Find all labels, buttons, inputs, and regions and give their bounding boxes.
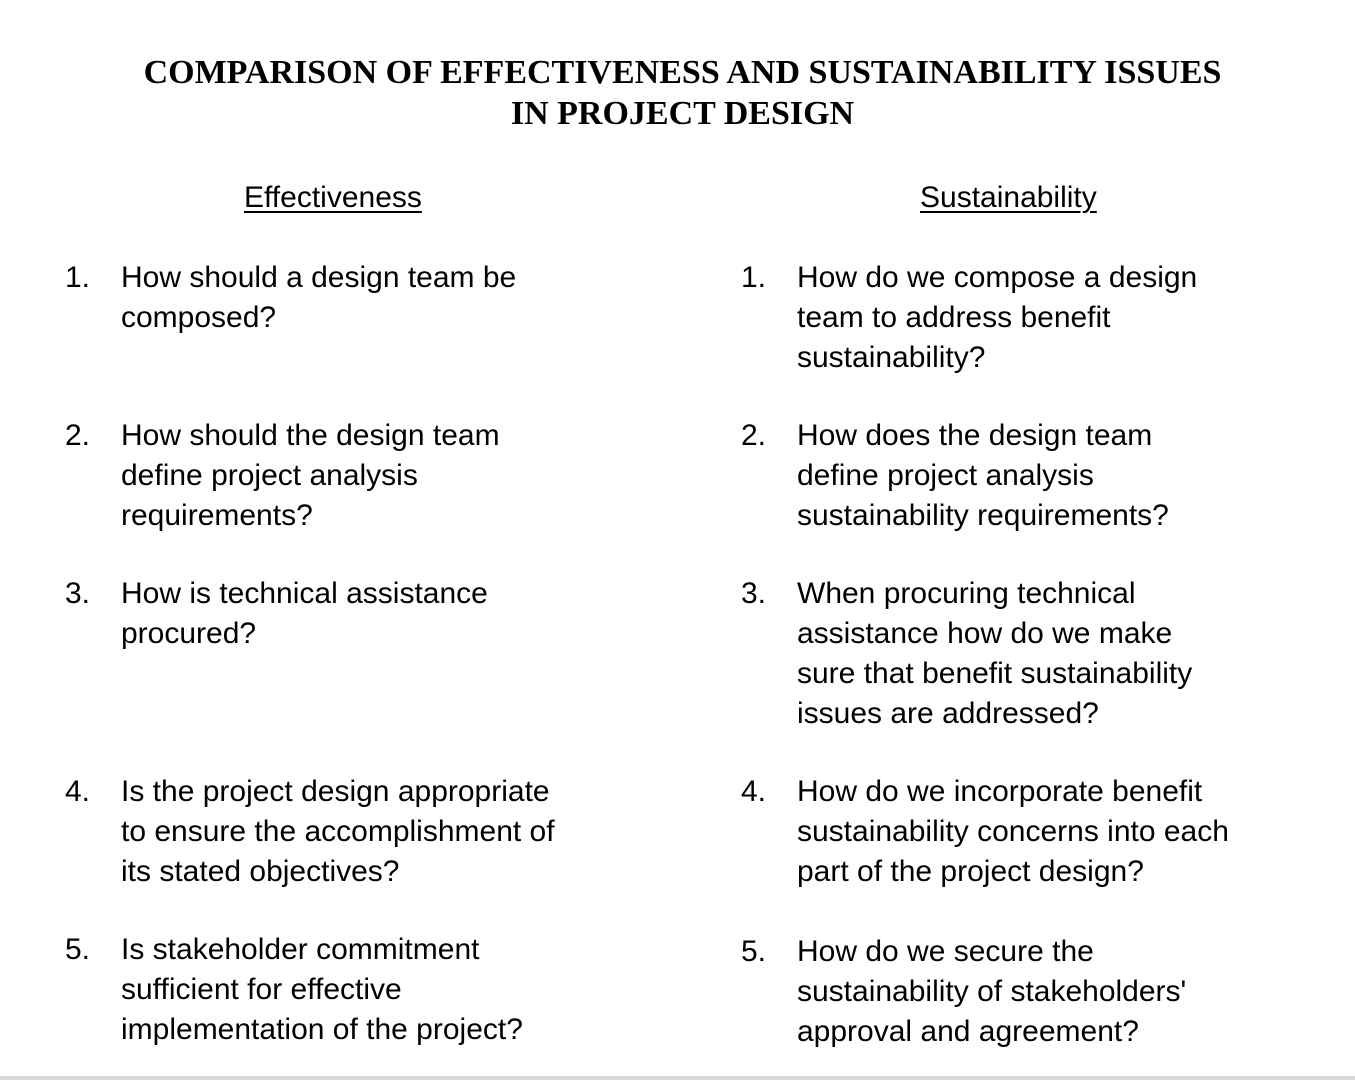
item-number: 2.	[741, 419, 767, 452]
item-text	[797, 258, 1197, 378]
item-line: How do we incorporate benefit	[797, 775, 1203, 808]
item-line: to ensure the accomplishment of	[121, 815, 555, 848]
item-number: 2.	[65, 419, 91, 452]
item-line: team to address benefit	[797, 301, 1111, 334]
item-line: How do we compose a design	[797, 261, 1198, 294]
item-line: How should a design team be	[121, 261, 517, 294]
item-number: 5.	[741, 935, 767, 968]
item-line: its stated objectives?	[121, 855, 400, 888]
sustainability-heading: Sustainability	[920, 181, 1097, 214]
item-text	[797, 416, 1169, 536]
item-line: sustainability concerns into each	[797, 815, 1229, 848]
item-text	[797, 932, 1186, 1052]
item-line: How do we secure the	[797, 935, 1094, 968]
item-line: composed?	[121, 301, 277, 334]
item-line: requirements?	[121, 499, 313, 532]
item-line: define project analysis	[121, 459, 418, 492]
item-line: implementation of the project?	[121, 1013, 523, 1046]
item-line: part of the project design?	[797, 855, 1144, 888]
item-line: sustainability requirements?	[797, 499, 1169, 532]
item-line: sure that benefit sustainability	[797, 657, 1193, 690]
effectiveness-heading: Effectiveness	[244, 181, 422, 214]
item-text	[121, 416, 500, 536]
item-number: 1.	[741, 261, 767, 294]
item-text	[121, 930, 523, 1050]
item-number: 4.	[741, 775, 767, 808]
bottom-divider	[0, 1076, 1355, 1080]
item-text	[797, 574, 1192, 734]
item-number: 3.	[65, 577, 91, 610]
page-title	[0, 52, 1355, 134]
item-line: assistance how do we make	[797, 617, 1173, 650]
item-line: How should the design team	[121, 419, 500, 452]
title-line-1: COMPARISON OF EFFECTIVENESS AND SUSTAINABILITY ISSUES	[143, 54, 1222, 91]
item-line: How does the design team	[797, 419, 1153, 452]
item-line: sustainability of stakeholders'	[797, 975, 1187, 1008]
item-line: sufficient for effective	[121, 973, 402, 1006]
item-line: issues are addressed?	[797, 697, 1099, 730]
item-line: How is technical assistance	[121, 577, 488, 610]
item-number: 5.	[65, 933, 91, 966]
item-text	[797, 772, 1229, 892]
item-line: Is the project design appropriate	[121, 775, 550, 808]
item-line: approval and agreement?	[797, 1015, 1139, 1048]
item-line: Is stakeholder commitment	[121, 933, 480, 966]
title-line-2: IN PROJECT DESIGN	[510, 95, 855, 132]
item-text	[121, 574, 488, 654]
item-line: sustainability?	[797, 341, 986, 374]
item-text	[121, 258, 516, 338]
item-number: 1.	[65, 261, 91, 294]
item-number: 3.	[741, 577, 767, 610]
item-text	[121, 772, 555, 892]
item-number: 4.	[65, 775, 91, 808]
item-line: procured?	[121, 617, 257, 650]
item-line: When procuring technical	[797, 577, 1136, 610]
item-line: define project analysis	[797, 459, 1094, 492]
